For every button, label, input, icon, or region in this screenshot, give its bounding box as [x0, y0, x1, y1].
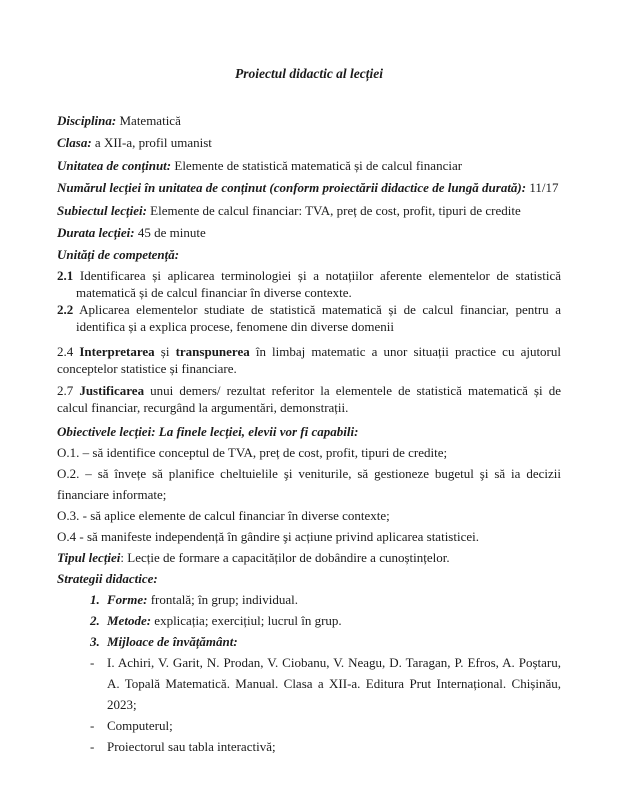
strategy-item-mijloace [57, 631, 561, 652]
objective-o2: O.2. – să învețe să planifice cheltuielile şi veniturile, să gestioneze bugetul şi să ia decizii financiare informate; [57, 465, 561, 502]
field-label: Durata lecției: [57, 225, 135, 241]
competence-2-4 [57, 343, 561, 377]
competence-number: 2.4 [57, 343, 80, 359]
field-label: Disciplina: [57, 113, 117, 128]
field-clasa [57, 132, 561, 154]
field-value: a XII-a, profil umanist [91, 135, 212, 151]
list-number: 2. [90, 612, 100, 628]
field-unitatea-de-continut [57, 155, 561, 177]
dash-marker: - [90, 738, 95, 754]
heading-strategii-didactice: Strategii didactice: [57, 570, 158, 586]
field-disciplina [57, 110, 561, 132]
strategy-label: Mijloace de învățământ: [107, 633, 238, 649]
field-value: 11/17 [526, 180, 559, 196]
competence-number: 2.2 [57, 301, 74, 317]
field-numarul-lectiei [57, 177, 561, 199]
resource-text: Computerul; [107, 717, 173, 733]
competence-text: în limbaj matematic a unor situații practice cu ajutorul conceptelor statistice și financiare. [57, 343, 562, 376]
strategy-value: frontală; în grup; individual. [147, 591, 299, 607]
resource-projector [57, 736, 561, 757]
strategy-label: Forme: [107, 591, 148, 607]
objective-o3: O.3. - să aplice elemente de calcul financiar în diverse contexte; [57, 507, 390, 523]
field-subiectul-lectiei [57, 200, 561, 222]
lesson-type-label: Tipul lecției [57, 549, 121, 565]
heading-unitati-de-competenta [57, 244, 561, 266]
strategy-label: Metode: [107, 612, 152, 628]
competence-2-1 [57, 267, 561, 301]
competence-keyword: transpunerea [175, 343, 250, 359]
competence-2-7 [57, 382, 561, 416]
strategy-value: explicația; exercițiul; lucrul în grup. [151, 612, 342, 628]
competence-text: Aplicarea elementelor studiate de statistică matematică și de calcul financiar, pentru a identifica și a explica procese, fenomene din diverse domenii [73, 301, 561, 334]
competence-text: unui demers/ rezultat referitor la elementele de statistică matematică și de calcul financiar, recurgând la argumentări, demonstrații. [57, 382, 561, 415]
list-number: 1. [90, 591, 100, 607]
resource-manual [57, 652, 561, 715]
field-value: Elemente de statistică matematică și de calcul financiar [171, 157, 463, 173]
dash-marker: - [90, 717, 95, 733]
competence-keyword: Interpretarea [79, 343, 155, 359]
list-number: 3. [90, 633, 100, 649]
field-label: Clasa: [57, 135, 92, 151]
field-value: 45 de minute [134, 225, 206, 241]
strategy-item-forme [57, 589, 561, 610]
resource-text: I. Achiri, V. Garit, N. Prodan, V. Ciobanu, V. Neagu, D. Taragan, P. Efros, A. Poștaru, A. Topală Matematică. Manual. Clasa a XII-a. Editura Prut Internațional. Chișinău, 2023; [107, 654, 561, 712]
competence-keyword: Justificarea [79, 382, 145, 398]
field-label: Unități de competență: [57, 247, 180, 263]
field-value: Elemente de calcul financiar: TVA, preț de cost, profit, tipuri de credite [146, 202, 521, 218]
field-label: Numărul lecției în unitatea de conținut (conform proiectării didactice de lungă durată): [57, 180, 527, 196]
field-value: Matematică [116, 113, 181, 128]
competence-2-2 [57, 301, 561, 335]
objective-o1: O.1. – să identifice conceptul de TVA, preț de cost, profit, tipuri de credite; [57, 444, 448, 460]
competence-number: 2.1 [57, 267, 74, 283]
lesson-type-value: : Lecție de formare a capacităților de dobândire a cunoștințelor. [120, 549, 450, 565]
objective-o4: O.4 - să manifeste independență în gândire şi acțiune privind aplicarea statisticei. [57, 528, 479, 544]
field-durata-lectiei [57, 222, 561, 244]
strategy-item-metode [57, 610, 561, 631]
document-title: Proiectul didactic al lecției [234, 66, 384, 81]
competence-text: și [154, 343, 176, 359]
competence-number: 2.7 [57, 382, 80, 398]
lesson-type-line [57, 547, 561, 568]
resource-text: Proiectorul sau tabla interactivă; [107, 738, 276, 754]
field-label: Subiectul lecției: [57, 202, 147, 218]
competence-text: Identificarea și aplicarea terminologiei și a notațiilor aferente elementelor de statistică matematică și de calcul financiar în diverse contexte. [73, 267, 561, 300]
heading-obiectivele-lectiei: Obiectivele lecției: La finele lecției, elevii vor fi capabili: [57, 423, 359, 439]
field-label: Unitatea de conținut: [57, 157, 172, 173]
resource-computer [57, 715, 561, 736]
dash-marker: - [90, 654, 95, 670]
